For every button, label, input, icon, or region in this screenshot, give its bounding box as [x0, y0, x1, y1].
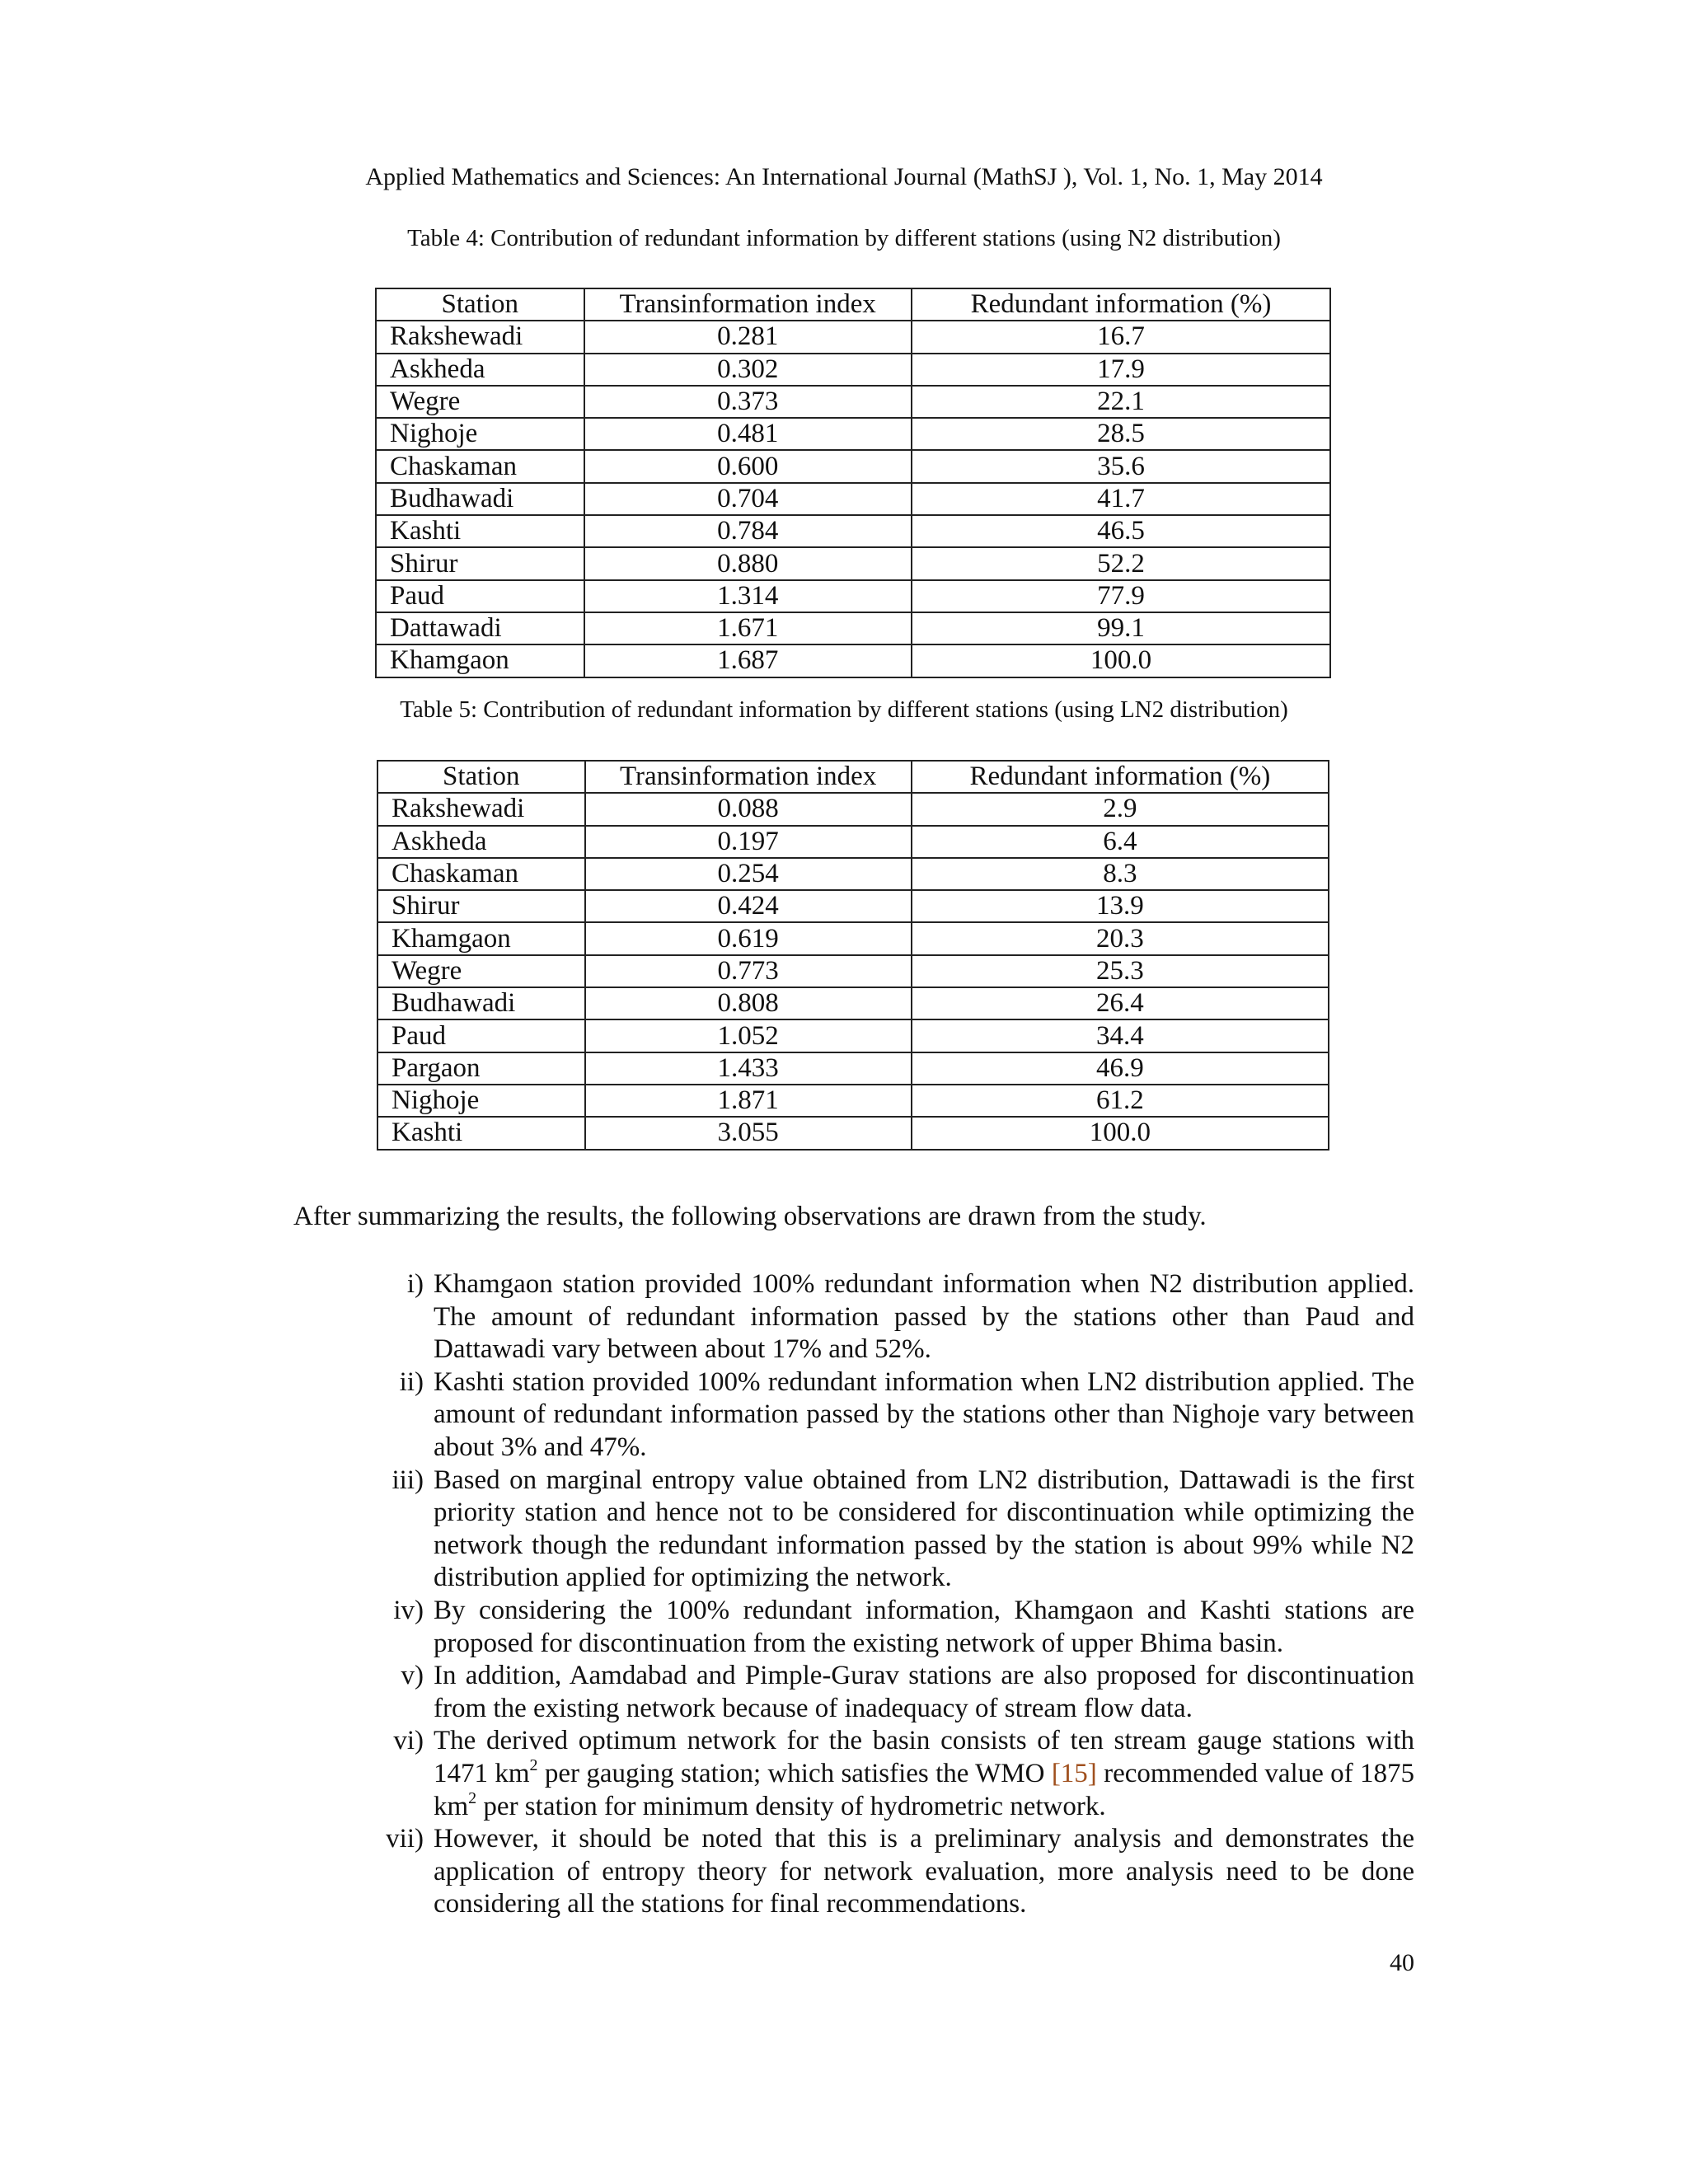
table-row [376, 515, 1330, 547]
redundant-info-cell: 25.3 [912, 955, 1329, 987]
observations-list [379, 1268, 1414, 1921]
station-cell: Khamgaon [377, 922, 585, 954]
redundant-info-cell: 46.5 [912, 515, 1330, 547]
table-row [377, 826, 1329, 858]
redundant-info-cell: 13.9 [912, 890, 1329, 922]
transinformation-cell: 0.880 [584, 547, 912, 579]
table-header-row [376, 288, 1330, 321]
observation-text-part: per station for minimum density of hydrometric network. [476, 1791, 1106, 1821]
table-row [376, 612, 1330, 644]
observation-text: Kashti station provided 100% redundant information when LN2 distribution applied. The amount of redundant information passed by the stations other than Nighoje vary between about 3% and 47%. [434, 1366, 1414, 1462]
table-row [376, 354, 1330, 386]
redundant-info-cell: 61.2 [912, 1085, 1329, 1117]
transinformation-cell: 0.784 [584, 515, 912, 547]
table-row [377, 922, 1329, 954]
transinformation-cell: 1.052 [585, 1019, 912, 1052]
superscript: 2 [468, 1788, 477, 1807]
transinformation-cell: 3.055 [585, 1117, 912, 1149]
observation-item [379, 1823, 1414, 1921]
page-number: 40 [1390, 1949, 1414, 1976]
redundant-info-cell: 26.4 [912, 987, 1329, 1019]
redundant-info-cell: 41.7 [912, 483, 1330, 515]
table-5-caption: Table 5: Contribution of redundant information by different stations (using LN2 distribution) [400, 696, 1288, 723]
observation-number: i) [406, 1269, 424, 1299]
observation-text [434, 1726, 1414, 1821]
station-cell: Askheda [377, 826, 585, 858]
transinformation-cell: 0.088 [585, 793, 912, 825]
station-cell: Chaskaman [377, 858, 585, 890]
observation-text: In addition, Aamdabad and Pimple-Gurav stations are also proposed for discontinuation from the existing network because of inadequacy of stream flow data. [434, 1661, 1414, 1723]
transinformation-cell: 1.687 [584, 644, 912, 677]
observation-number: vi) [393, 1726, 424, 1756]
observation-text-part: The derived optimum network for the basin consists of ten stream gauge stations with 1471 km [434, 1726, 1414, 1788]
table-row [376, 418, 1330, 450]
column-header: Station [377, 761, 585, 793]
redundant-info-cell: 2.9 [912, 793, 1329, 825]
station-cell: Paud [377, 1019, 585, 1052]
transinformation-cell: 0.600 [584, 450, 912, 482]
table-header-row [377, 761, 1329, 793]
redundant-info-cell: 17.9 [912, 354, 1330, 386]
station-cell: Nighoje [376, 418, 584, 450]
reference-link[interactable]: [15] [1051, 1758, 1097, 1788]
observation-item [379, 1366, 1414, 1465]
transinformation-cell: 0.197 [585, 826, 912, 858]
table-row [377, 955, 1329, 987]
observation-number: v) [401, 1661, 424, 1691]
station-cell: Khamgaon [376, 644, 584, 677]
transinformation-cell: 1.671 [584, 612, 912, 644]
transinformation-cell: 1.433 [585, 1052, 912, 1085]
observation-number: iv) [393, 1595, 424, 1625]
observation-item [379, 1725, 1414, 1823]
running-head: Applied Mathematics and Sciences: An International Journal (MathSJ ), Vol. 1, No. 1, May 2014 [365, 163, 1323, 190]
station-cell: Nighoje [377, 1085, 585, 1117]
station-cell: Rakshewadi [376, 321, 584, 353]
observation-text-part: per gauging station; which satisfies the WMO [537, 1758, 1052, 1788]
transinformation-cell: 0.424 [585, 890, 912, 922]
table-row [376, 580, 1330, 612]
column-header: Transinformation index [585, 761, 912, 793]
table-row [377, 1052, 1329, 1085]
redundant-info-cell: 22.1 [912, 386, 1330, 418]
transinformation-cell: 0.704 [584, 483, 912, 515]
table-row [377, 987, 1329, 1019]
station-cell: Shirur [376, 547, 584, 579]
table-row [377, 1085, 1329, 1117]
table-row [377, 1019, 1329, 1052]
table-4-caption: Table 4: Contribution of redundant information by different stations (using N2 distribution) [407, 225, 1281, 251]
column-header: Redundant information (%) [912, 761, 1329, 793]
transinformation-cell: 0.808 [585, 987, 912, 1019]
observation-number: iii) [392, 1465, 424, 1495]
table-row [377, 793, 1329, 825]
observation-text-part: recommended value of 1875 km [434, 1758, 1414, 1821]
observation-item [379, 1595, 1414, 1660]
table-row [376, 547, 1330, 579]
observation-text: However, it should be noted that this is a preliminary analysis and demonstrates the application of entropy theory for network evaluation, more analysis need to be done considering all the stations for final recommendations. [434, 1824, 1414, 1919]
station-cell: Paud [376, 580, 584, 612]
observation-item [379, 1660, 1414, 1725]
redundant-info-cell: 100.0 [912, 1117, 1329, 1149]
transinformation-cell: 0.254 [585, 858, 912, 890]
table-row [376, 483, 1330, 515]
redundant-info-cell: 100.0 [912, 644, 1330, 677]
transinformation-cell: 0.373 [584, 386, 912, 418]
transinformation-cell: 0.619 [585, 922, 912, 954]
column-header: Transinformation index [584, 288, 912, 321]
table-row [377, 890, 1329, 922]
observation-text: By considering the 100% redundant information, Khamgaon and Kashti stations are proposed for discontinuation from the existing network of upper Bhima basin. [434, 1595, 1414, 1658]
station-cell: Chaskaman [376, 450, 584, 482]
station-cell: Rakshewadi [377, 793, 585, 825]
redundant-info-cell: 99.1 [912, 612, 1330, 644]
redundant-info-cell: 52.2 [912, 547, 1330, 579]
station-cell: Wegre [377, 955, 585, 987]
column-header: Station [376, 288, 584, 321]
station-cell: Budhawadi [377, 987, 585, 1019]
column-header: Redundant information (%) [912, 288, 1330, 321]
redundant-info-cell: 35.6 [912, 450, 1330, 482]
station-cell: Pargaon [377, 1052, 585, 1085]
station-cell: Shirur [377, 890, 585, 922]
redundant-info-cell: 46.9 [912, 1052, 1329, 1085]
observation-item [379, 1465, 1414, 1595]
station-cell: Wegre [376, 386, 584, 418]
redundant-info-cell: 34.4 [912, 1019, 1329, 1052]
observations-intro: After summarizing the results, the following observations are drawn from the study. [293, 1202, 1207, 1231]
table-4 [375, 288, 1331, 678]
station-cell: Budhawadi [376, 483, 584, 515]
observation-number: vii) [386, 1824, 424, 1854]
table-row [376, 644, 1330, 677]
observation-item [379, 1268, 1414, 1366]
station-cell: Askheda [376, 354, 584, 386]
transinformation-cell: 0.302 [584, 354, 912, 386]
redundant-info-cell: 20.3 [912, 922, 1329, 954]
transinformation-cell: 1.871 [585, 1085, 912, 1117]
redundant-info-cell: 16.7 [912, 321, 1330, 353]
table-row [376, 386, 1330, 418]
redundant-info-cell: 6.4 [912, 826, 1329, 858]
station-cell: Dattawadi [376, 612, 584, 644]
superscript: 2 [529, 1755, 538, 1774]
table-5 [377, 760, 1329, 1151]
redundant-info-cell: 28.5 [912, 418, 1330, 450]
transinformation-cell: 0.281 [584, 321, 912, 353]
table-row [376, 321, 1330, 353]
observation-text: Khamgaon station provided 100% redundant information when N2 distribution applied. The amount of redundant information passed by the stations other than Paud and Dattawadi vary between about 17% and 52%. [434, 1269, 1414, 1365]
table-row [377, 858, 1329, 890]
transinformation-cell: 0.481 [584, 418, 912, 450]
transinformation-cell: 1.314 [584, 580, 912, 612]
station-cell: Kashti [377, 1117, 585, 1149]
table-row [377, 1117, 1329, 1149]
station-cell: Kashti [376, 515, 584, 547]
redundant-info-cell: 77.9 [912, 580, 1330, 612]
transinformation-cell: 0.773 [585, 955, 912, 987]
table-row [376, 450, 1330, 482]
observation-text: Based on marginal entropy value obtained from LN2 distribution, Dattawadi is the first priority station and hence not to be considered for discontinuation while optimizing the network though the redundant information passed by the station is about 99% while N2 distribution applied for optimizing the network. [434, 1465, 1414, 1593]
observation-number: ii) [399, 1366, 424, 1397]
redundant-info-cell: 8.3 [912, 858, 1329, 890]
